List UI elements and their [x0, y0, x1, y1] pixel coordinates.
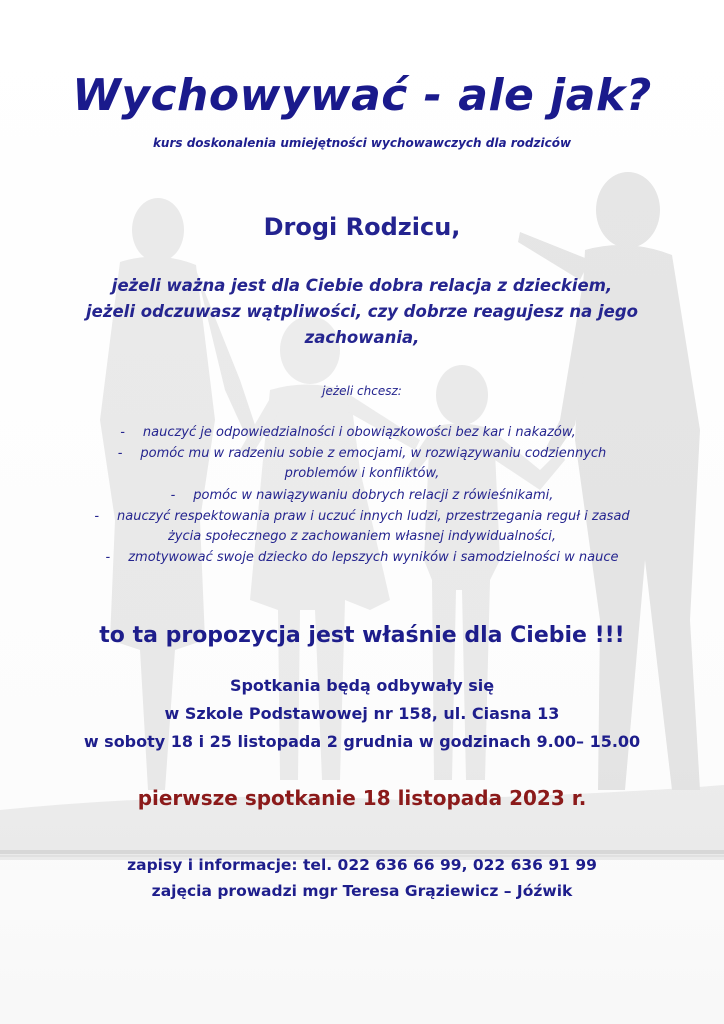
intro-line: jeżeli ważna jest dla Ciebie dobra relacja z dzieckiem,	[111, 276, 613, 295]
bullet-dash: -	[117, 446, 123, 461]
bullet-text: nauczyć je odpowiedzialności i obowiązkowości bez kar i nakazów,	[142, 425, 576, 440]
bullet-dash: -	[120, 425, 125, 440]
bullet-dash: -	[170, 488, 176, 503]
bullet-item	[0, 446, 724, 461]
intro-line: zachowania,	[304, 328, 420, 347]
intro-chcesz: jeżeli chcesz:	[322, 384, 402, 398]
meeting-dates: w soboty 18 i 25 listopada 2 grudnia w godzinach 9.00– 15.00	[83, 732, 641, 751]
bullet-dash: -	[105, 550, 111, 565]
meeting-info: Spotkania będą odbywały się	[229, 676, 495, 695]
contact-info: zapisy i informacje: tel. 022 636 66 99, 022 636 91 99	[127, 856, 597, 874]
bullet-item	[0, 425, 710, 440]
greeting: Drogi Rodzicu,	[263, 213, 461, 241]
bullet-item	[0, 488, 724, 503]
offer-headline: to ta propozycja jest właśnie dla Ciebie !!!	[99, 623, 625, 648]
bullet-text: nauczyć respektowania praw i uczuć innych ludzi, przestrzegania reguł i zasad	[117, 509, 630, 524]
first-meeting-date: pierwsze spotkanie 18 listopada 2023 r.	[137, 786, 587, 810]
bullet-item	[0, 509, 724, 524]
bullet-text: pomóc mu w radzeniu sobie z emocjami, w rozwiązywaniu codziennych	[140, 446, 607, 461]
intro-line: jeżeli odczuwasz wątpliwości, czy dobrze reagujesz na jego	[86, 302, 638, 321]
subtitle: kurs doskonalenia umiejętności wychowawczych dla rodziców	[152, 136, 572, 150]
page-title: Wychowywać - ale jak?	[72, 70, 652, 121]
meeting-location: w Szkole Podstawowej nr 158, ul. Ciasna 13	[164, 704, 560, 723]
bullet-item	[0, 550, 724, 565]
bullet-dash: -	[94, 509, 100, 524]
bullet-text: zmotywować swoje dziecko do lepszych wyników i samodzielności w nauce	[128, 550, 619, 565]
bullet-item-continuation: życia społecznego z zachowaniem własnej indywidualności,	[167, 529, 556, 544]
instructor-info: zajęcia prowadzi mgr Teresa Grąziewicz – Jóźwik	[151, 882, 573, 900]
bullet-text: pomóc w nawiązywaniu dobrych relacji z rówieśnikami,	[193, 488, 554, 503]
bullet-item-continuation: problemów i konfliktów,	[284, 466, 440, 481]
